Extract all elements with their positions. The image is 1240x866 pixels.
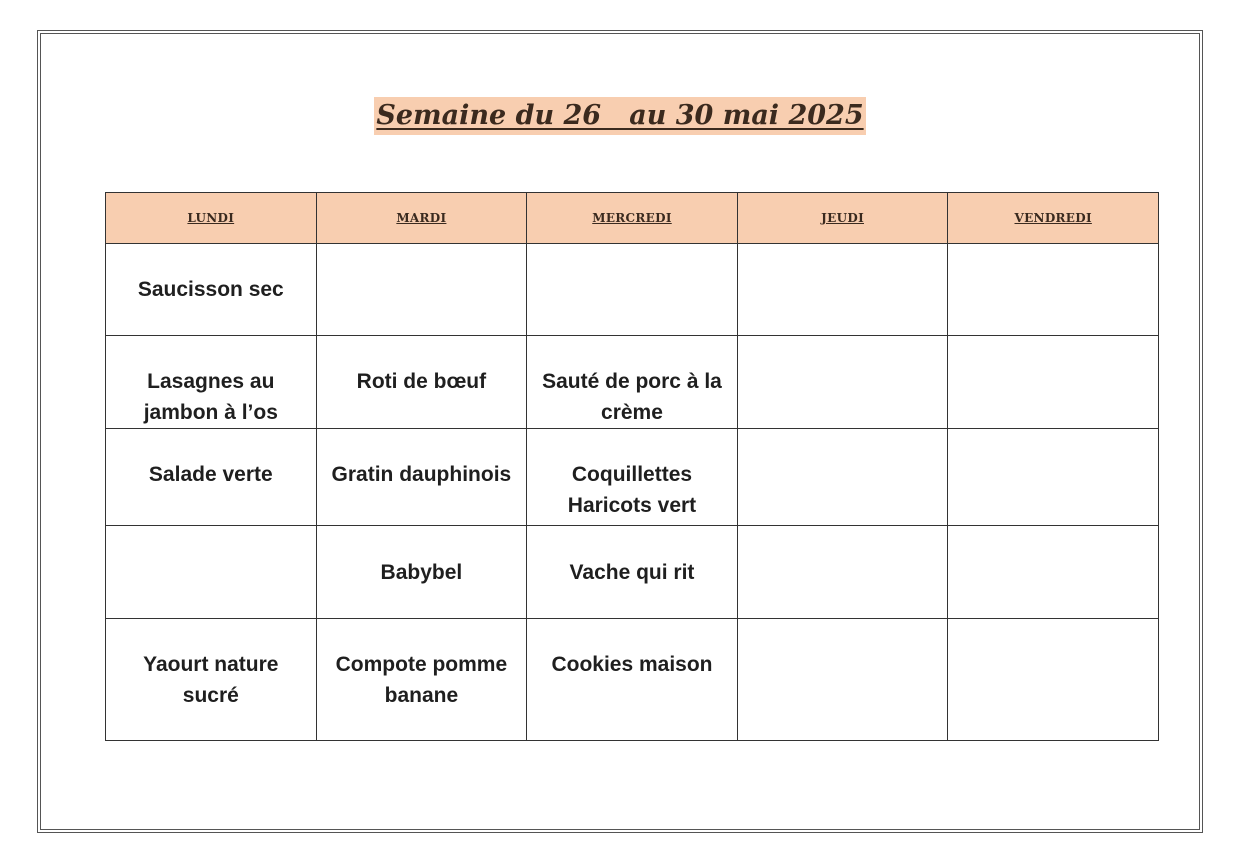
page-title: Semaine du 26 au 30 mai 2025 [374, 97, 865, 135]
menu-cell [527, 244, 738, 336]
menu-cell [948, 619, 1159, 741]
table-header-row [106, 193, 1159, 244]
menu-cell: Lasagnes au jambon à l’os [106, 336, 317, 429]
table-row [106, 429, 1159, 526]
day-header-mercredi: MERCREDI [527, 193, 738, 244]
day-header-vendredi: VENDREDI [948, 193, 1159, 244]
menu-cell [737, 429, 948, 526]
menu-cell [948, 336, 1159, 429]
menu-cell [737, 526, 948, 619]
menu-cell: Saucisson sec [106, 244, 317, 336]
menu-cell: Gratin dauphinois [316, 429, 527, 526]
table-row [106, 619, 1159, 741]
menu-cell: Roti de bœuf [316, 336, 527, 429]
table-row [106, 336, 1159, 429]
menu-cell [737, 619, 948, 741]
weekly-menu-table [105, 192, 1159, 741]
day-header-jeudi: JEUDI [737, 193, 948, 244]
menu-cell [737, 336, 948, 429]
menu-cell: Sauté de porc à la crème [527, 336, 738, 429]
menu-cell: Yaourt nature sucré [106, 619, 317, 741]
menu-cell: Babybel [316, 526, 527, 619]
menu-cell: Vache qui rit [527, 526, 738, 619]
menu-cell [948, 429, 1159, 526]
menu-cell: Compote pomme banane [316, 619, 527, 741]
menu-cell: Salade verte [106, 429, 317, 526]
table-row [106, 526, 1159, 619]
menu-cell [948, 244, 1159, 336]
day-header-mardi: MARDI [316, 193, 527, 244]
menu-cell: Cookies maison [527, 619, 738, 741]
menu-cell [737, 244, 948, 336]
menu-cell [948, 526, 1159, 619]
menu-cell: Coquillettes Haricots vert [527, 429, 738, 526]
menu-cell [106, 526, 317, 619]
day-header-lundi: LUNDI [106, 193, 317, 244]
table-row [106, 244, 1159, 336]
title-container [0, 97, 1240, 135]
menu-cell [316, 244, 527, 336]
